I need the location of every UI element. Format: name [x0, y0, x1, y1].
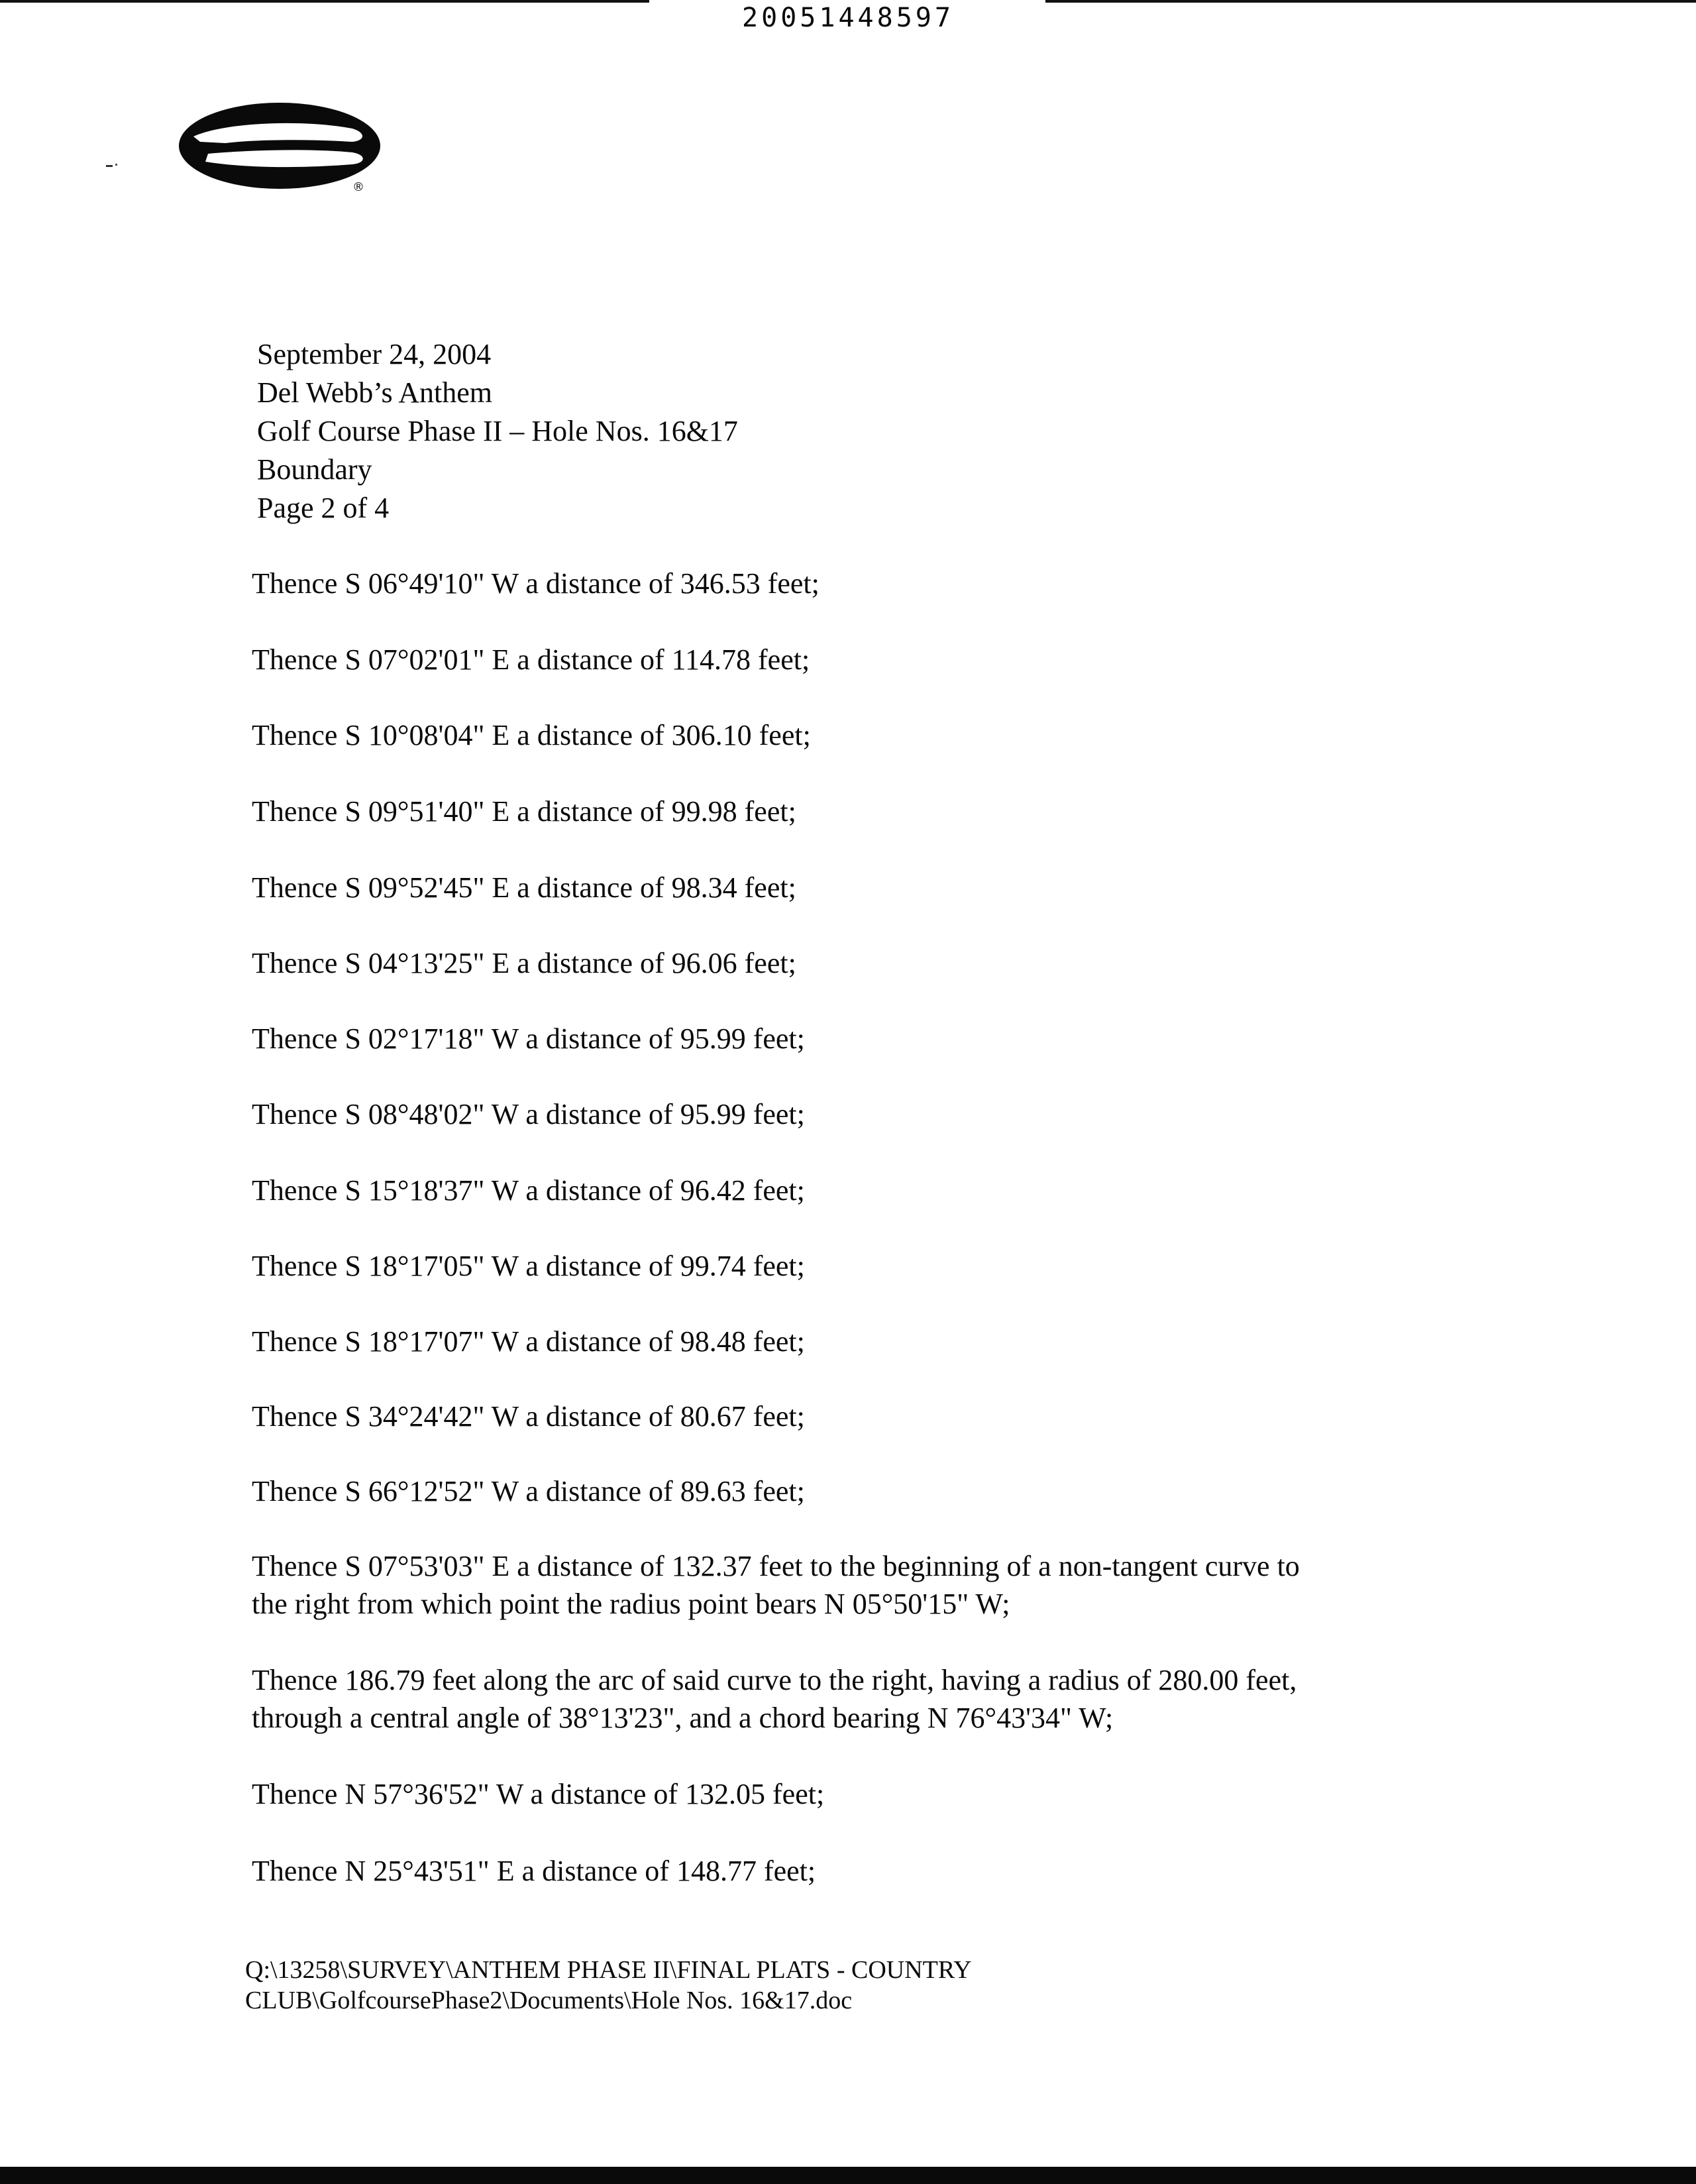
course-4: Thence S 09°51'40" E a distance of 99.98 feet;	[252, 795, 796, 828]
course-15: Thence 186.79 feet along the arc of said curve to the right, having a radius of 280.00 feet, through a central angle of 38°13'23", and a chord bearing N 76°43'34" W;	[252, 1664, 1297, 1734]
course-2: Thence S 07°02'01" E a distance of 114.78 feet;	[252, 643, 810, 676]
document-id: 20051448597	[742, 3, 954, 33]
letter-header	[257, 335, 738, 527]
file-path-footer	[245, 1955, 972, 2016]
top-border-right	[1045, 0, 1696, 3]
course-14: Thence S 07°53'03" E a distance of 132.37 feet to the beginning of a non-tangent curve to the right from which point the radius point bears N 05°50'15" W;	[252, 1550, 1300, 1620]
footer-line-1: Q:\13258\SURVEY\ANTHEM PHASE II\FINAL PLATS - COUNTRY	[245, 1956, 972, 1984]
scan-mark	[106, 159, 119, 163]
course-8: Thence S 08°48'02" W a distance of 95.99 feet;	[252, 1098, 805, 1130]
course-13: Thence S 66°12'52" W a distance of 89.63 feet;	[252, 1475, 805, 1507]
header-date: September 24, 2004	[257, 338, 492, 370]
course-10: Thence S 18°17'05" W a distance of 99.74 feet;	[252, 1250, 805, 1282]
header-project: Del Webb’s Anthem	[257, 376, 492, 409]
course-12: Thence S 34°24'42" W a distance of 80.67 feet;	[252, 1400, 805, 1433]
course-17: Thence N 25°43'51" E a distance of 148.77 feet;	[252, 1855, 816, 1887]
course-1: Thence S 06°49'10" W a distance of 346.53 feet;	[252, 567, 820, 600]
course-6: Thence S 04°13'25" E a distance of 96.06 feet;	[252, 947, 796, 979]
course-9: Thence S 15°18'37" W a distance of 96.42 feet;	[252, 1174, 805, 1207]
s-logo	[179, 99, 391, 199]
header-section: Boundary	[257, 453, 372, 486]
header-phase: Golf Course Phase II – Hole Nos. 16&17	[257, 415, 738, 447]
top-border-left	[0, 0, 649, 3]
course-11: Thence S 18°17'07" W a distance of 98.48 feet;	[252, 1325, 805, 1358]
footer-line-2: CLUB\GolfcoursePhase2\Documents\Hole Nos. 16&17.doc	[245, 1987, 853, 2014]
header-page: Page 2 of 4	[257, 492, 390, 524]
course-7: Thence S 02°17'18" W a distance of 95.99 feet;	[252, 1022, 805, 1055]
bottom-border	[0, 2167, 1696, 2184]
course-16: Thence N 57°36'52" W a distance of 132.05 feet;	[252, 1778, 825, 1810]
course-3: Thence S 10°08'04" E a distance of 306.10 feet;	[252, 719, 811, 751]
registered-mark: ®	[352, 180, 364, 194]
course-5: Thence S 09°52'45" E a distance of 98.34 feet;	[252, 871, 796, 904]
